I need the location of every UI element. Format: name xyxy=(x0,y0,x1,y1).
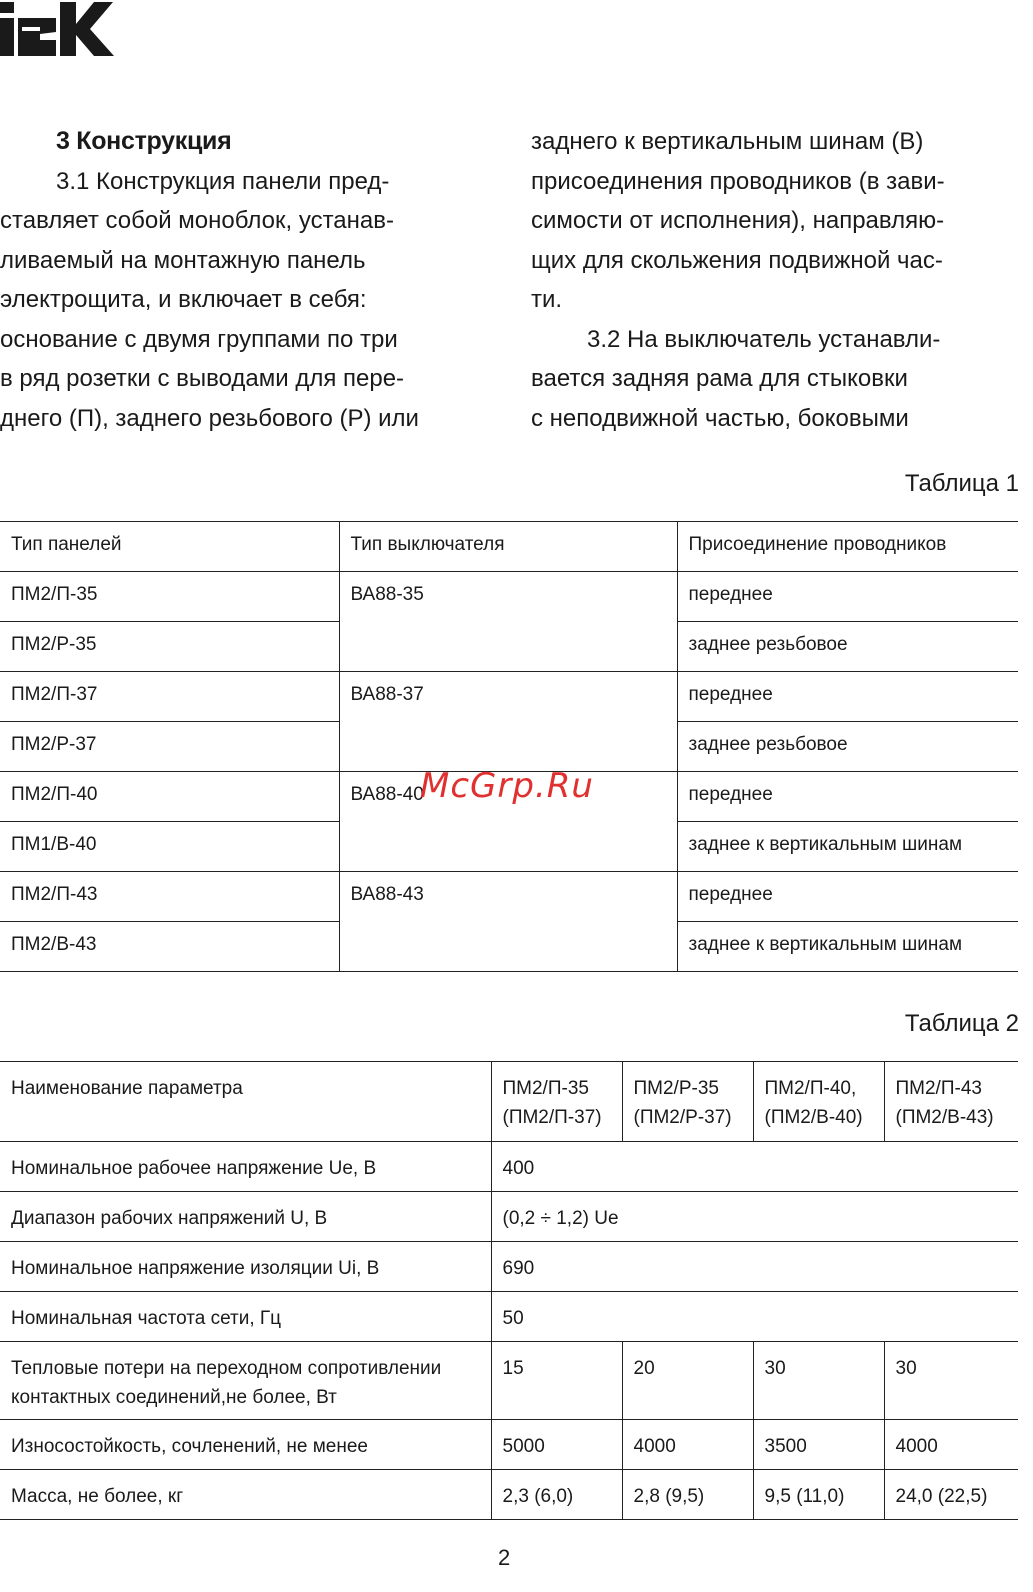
table2-caption: Таблица 2 xyxy=(904,1010,1019,1037)
value-cell: 690 xyxy=(491,1242,1018,1292)
connection-cell: переднее xyxy=(677,872,1018,922)
header-cell xyxy=(884,1062,1018,1142)
header-cell: Присоединение проводников xyxy=(677,522,1018,572)
iek-logo xyxy=(0,2,114,56)
value-cell: 30 xyxy=(753,1342,884,1420)
page-number: 2 xyxy=(498,1545,511,1570)
value-cell: 24,0 (22,5) xyxy=(884,1470,1018,1520)
value-cell: 15 xyxy=(491,1342,622,1420)
switch-type-cell: ВА88-43 xyxy=(339,872,677,972)
paragraph-line: заднего к вертикальным шинам (В) xyxy=(531,128,924,155)
text-column-right xyxy=(531,122,1023,438)
table-row xyxy=(0,1192,1018,1242)
watermark: McGrp.Ru xyxy=(420,766,594,806)
header-line: (ПМ2/Р-37) xyxy=(633,1107,732,1128)
table-row xyxy=(0,1420,1018,1470)
connection-cell: заднее резьбовое xyxy=(677,622,1018,672)
table-row xyxy=(0,572,1018,622)
panel-type-cell: ПМ1/В-40 xyxy=(0,822,339,872)
switch-type-cell: ВА88-37 xyxy=(339,672,677,772)
connection-cell: заднее к вертикальным шинам xyxy=(677,822,1018,872)
connection-cell: заднее к вертикальным шинам xyxy=(677,922,1018,972)
value-cell: 50 xyxy=(491,1292,1018,1342)
paragraph-line: в ряд розетки с выводами для пере- xyxy=(0,365,405,392)
paragraph-line: 3.1 Конструкция панели пред- xyxy=(56,167,390,195)
table-header-row xyxy=(0,522,1018,572)
value-cell: (0,2 ÷ 1,2) Ue xyxy=(491,1192,1018,1242)
header-line: (ПМ2/В-43) xyxy=(895,1107,994,1128)
table-row xyxy=(0,1342,1018,1420)
section-heading: 3 Конструкция xyxy=(56,127,232,155)
table-row xyxy=(0,1292,1018,1342)
panel-type-cell: ПМ2/Р-35 xyxy=(0,622,339,672)
header-cell: Тип панелей xyxy=(0,522,339,572)
connection-cell: переднее xyxy=(677,772,1018,822)
paragraph-line: основание с двумя группами по три xyxy=(0,325,398,353)
paragraph-line: днего (П), заднего резьбового (Р) или xyxy=(0,404,419,432)
value-cell: 400 xyxy=(491,1142,1018,1192)
paragraph-line: с неподвижной частью, боковыми xyxy=(531,404,909,432)
panel-type-cell: ПМ2/П-43 xyxy=(0,872,339,922)
header-line: ПМ2/П-40, xyxy=(764,1078,857,1099)
table-row xyxy=(0,1242,1018,1292)
header-line: (ПМ2/В-40) xyxy=(764,1107,863,1128)
table2 xyxy=(0,1061,1018,1520)
connection-cell: переднее xyxy=(677,672,1018,722)
header-line: (ПМ2/П-37) xyxy=(502,1107,602,1128)
panel-type-cell: ПМ2/П-35 xyxy=(0,572,339,622)
paragraph-line: 3.2 На выключатель устанавли- xyxy=(587,325,941,353)
value-cell: 9,5 (11,0) xyxy=(753,1470,884,1520)
param-cell xyxy=(0,1342,491,1420)
paragraph-line: ливаемый на монтажную панель xyxy=(0,246,366,274)
param-cell: Износостойкость, сочленений, не менее xyxy=(0,1420,491,1470)
value-cell: 5000 xyxy=(491,1420,622,1470)
text-column-left xyxy=(0,122,490,438)
header-line: ПМ2/П-43 xyxy=(895,1078,982,1099)
param-cell: Диапазон рабочих напряжений U, В xyxy=(0,1192,491,1242)
connection-cell: заднее резьбовое xyxy=(677,722,1018,772)
table-row xyxy=(0,872,1018,922)
switch-type-cell: ВА88-35 xyxy=(339,572,677,672)
header-cell xyxy=(622,1062,753,1142)
table-row xyxy=(0,672,1018,722)
param-line: Тепловые потери на переходном сопротивлении xyxy=(11,1358,442,1379)
connection-cell: переднее xyxy=(677,572,1018,622)
panel-type-cell: ПМ2/П-37 xyxy=(0,672,339,722)
value-cell: 30 xyxy=(884,1342,1018,1420)
switch-type-cell: ВА88-40 xyxy=(339,772,677,872)
value-cell: 2,8 (9,5) xyxy=(622,1470,753,1520)
table-header-row xyxy=(0,1062,1018,1142)
header-cell xyxy=(491,1062,622,1142)
value-cell: 20 xyxy=(622,1342,753,1420)
param-cell: Номинальное напряжение изоляции Ui, В xyxy=(0,1242,491,1292)
paragraph-line: электрощита, и включает в себя: xyxy=(0,286,367,313)
table-row xyxy=(0,1142,1018,1192)
table1 xyxy=(0,521,1018,972)
value-cell: 2,3 (6,0) xyxy=(491,1470,622,1520)
panel-type-cell: ПМ2/Р-37 xyxy=(0,722,339,772)
panel-type-cell: ПМ2/В-43 xyxy=(0,922,339,972)
header-cell: Наименование параметра xyxy=(0,1062,491,1142)
panel-type-cell: ПМ2/П-40 xyxy=(0,772,339,822)
value-cell: 3500 xyxy=(753,1420,884,1470)
header-cell xyxy=(753,1062,884,1142)
param-cell: Масса, не более, кг xyxy=(0,1470,491,1520)
paragraph-line: ти. xyxy=(531,286,563,313)
table1-caption: Таблица 1 xyxy=(904,470,1019,497)
header-line: ПМ2/Р-35 xyxy=(633,1078,719,1099)
paragraph-line: вается задняя рама для стыковки xyxy=(531,365,908,392)
param-line: контактных соединений,не более, Вт xyxy=(11,1387,337,1408)
paragraph-line: ставляет собой моноблок, устанав- xyxy=(0,207,394,234)
header-cell: Тип выключателя xyxy=(339,522,677,572)
value-cell: 4000 xyxy=(622,1420,753,1470)
header-line: ПМ2/П-35 xyxy=(502,1078,589,1099)
paragraph-line: щих для скольжения подвижной час- xyxy=(531,246,943,274)
paragraph-line: симости от исполнения), направляю- xyxy=(531,207,945,234)
table-row xyxy=(0,1470,1018,1520)
value-cell: 4000 xyxy=(884,1420,1018,1470)
param-cell: Номинальная частота сети, Гц xyxy=(0,1292,491,1342)
param-cell: Номинальное рабочее напряжение Ue, В xyxy=(0,1142,491,1192)
paragraph-line: присоединения проводников (в зави- xyxy=(531,167,945,195)
